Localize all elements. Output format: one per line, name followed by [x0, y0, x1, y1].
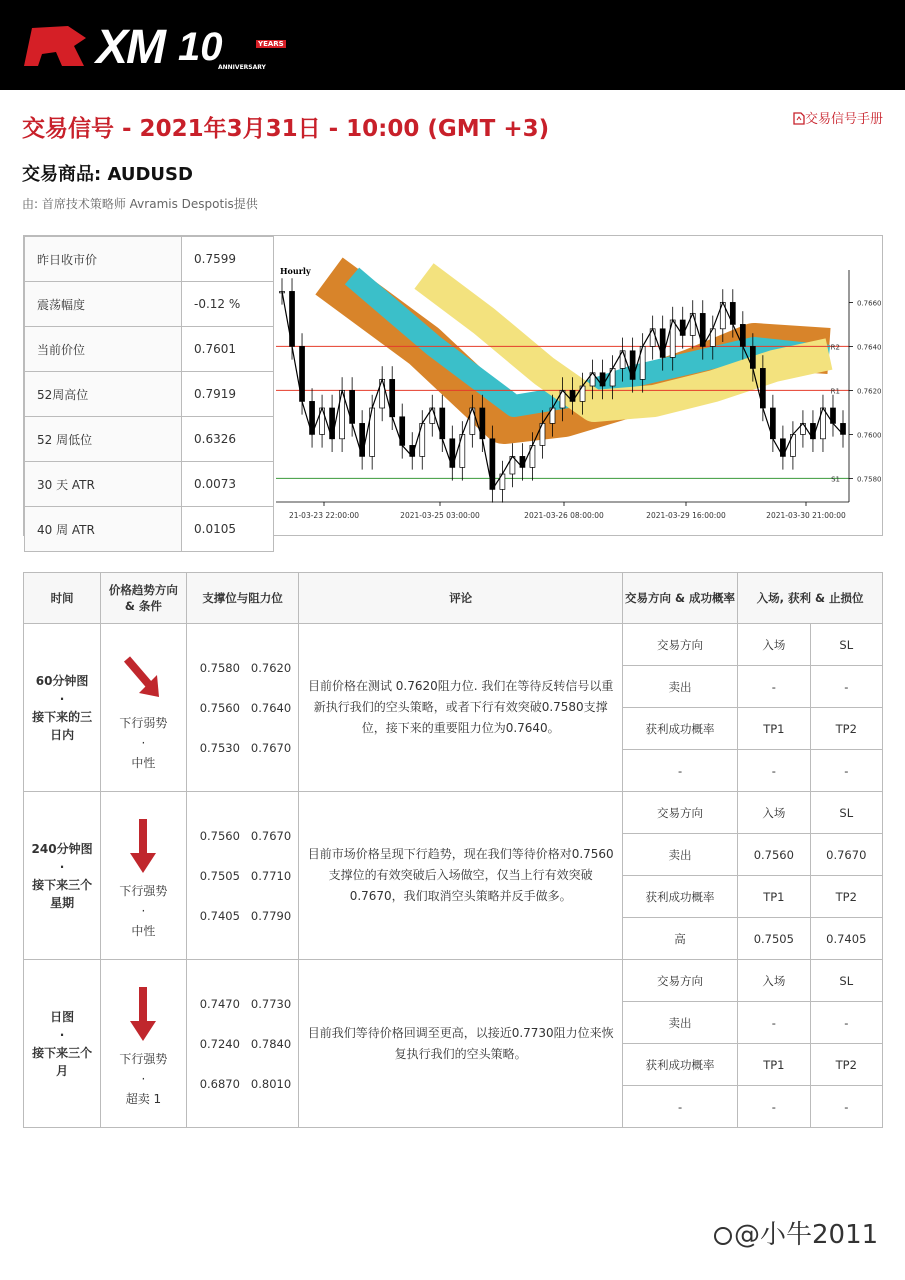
signal-manual-label[interactable]: 交易信号手册 — [804, 112, 883, 127]
trade-detail-cell: - — [738, 750, 810, 792]
trade-detail-cell: - — [810, 1086, 882, 1128]
levels-cell — [186, 624, 299, 792]
stats-row — [25, 417, 274, 462]
stats-panel — [23, 235, 883, 536]
trade-detail-cell: 获利成功概率 — [622, 708, 737, 750]
trade-detail-cell: - — [738, 1002, 810, 1044]
weibo-icon — [712, 1224, 734, 1246]
comment-cell: 目前我们等待价格回调至更高，以接近0.7730阻力位来恢复执行我们的空头策略。 — [299, 960, 623, 1128]
trade-detail-cell: 0.7505 — [738, 918, 810, 960]
y-tick-label: 0.7640 — [857, 343, 882, 352]
level-pair — [188, 816, 298, 856]
stats-table — [24, 236, 274, 552]
stat-label: 当前价位 — [25, 327, 182, 372]
stat-label: 震荡幅度 — [25, 282, 182, 327]
timeframe-line: 星期 — [50, 895, 75, 910]
trade-detail-cell: 卖出 — [622, 666, 737, 708]
stats-row — [25, 327, 274, 372]
trade-detail-cell: 卖出 — [622, 1002, 737, 1044]
stat-label: 40 周 ATR — [25, 507, 182, 552]
column-header: 价格趋势方向 & 条件 — [101, 573, 187, 624]
trade-detail-cell: - — [810, 1002, 882, 1044]
support-level: 0.7530 — [199, 740, 240, 755]
stat-value: 0.6326 — [182, 417, 274, 462]
level-pair — [188, 648, 298, 688]
support-level: 0.7560 — [199, 700, 240, 715]
trade-detail-cell: TP2 — [810, 708, 882, 750]
stat-value: 0.7919 — [182, 372, 274, 417]
trend-cell — [101, 792, 187, 960]
trade-detail-cell: - — [810, 666, 882, 708]
trade-detail-cell: 交易方向 — [622, 792, 737, 834]
provider-credit: 由: 首席技术策略师 Avramis Despotis提供 — [22, 197, 258, 211]
y-tick-label: 0.7660 — [857, 299, 882, 308]
column-header: 时间 — [24, 573, 101, 624]
timeframe-line: 60分钟图 — [35, 673, 89, 688]
trade-detail-cell: SL — [810, 960, 882, 1002]
stat-value: 0.7599 — [182, 237, 274, 282]
stats-row — [25, 282, 274, 327]
column-header: 交易方向 & 成功概率 — [622, 573, 737, 624]
stats-row — [25, 237, 274, 282]
column-header: 评论 — [299, 573, 623, 624]
timeframe-line: 日内 — [50, 727, 75, 742]
timeframe-cell — [24, 792, 101, 960]
y-tick-label: 0.7600 — [857, 431, 882, 440]
trade-detail-cell: 交易方向 — [622, 624, 737, 666]
trend-dot: · — [141, 903, 146, 918]
trade-detail-cell: TP1 — [738, 1044, 810, 1086]
column-header: 入场, 获利 & 止损位 — [738, 573, 883, 624]
bull-logo-icon — [22, 22, 92, 72]
resistance-level: 0.7620 — [250, 660, 292, 675]
y-tick-label: 0.7580 — [857, 475, 882, 484]
trade-detail-cell: 入场 — [738, 792, 810, 834]
resistance-level: 0.7710 — [250, 868, 292, 883]
x-tick-label: 21-03-23 22:00:00 — [288, 511, 360, 520]
trade-detail-cell: TP2 — [810, 876, 882, 918]
signals-table — [23, 572, 883, 1128]
level-pair — [188, 984, 298, 1024]
timeframe-line: 240分钟图 — [31, 841, 93, 856]
trade-detail-cell: 入场 — [738, 624, 810, 666]
x-tick-label: 2021-03-25 03:00:00 — [400, 511, 480, 520]
level-pair — [188, 1024, 298, 1064]
timeframe-line: 日图 — [50, 1009, 75, 1024]
signal-row — [24, 624, 883, 666]
logo-anniversary: ANNIVERSARY — [218, 64, 266, 71]
signal-row — [24, 792, 883, 834]
level-pair — [188, 856, 298, 896]
trend-dot: · — [141, 735, 146, 750]
logo-years-number: 10 — [178, 24, 223, 69]
product-name: 交易商品: AUDUSD — [22, 164, 193, 185]
trade-detail-cell: SL — [810, 792, 882, 834]
resistance-level: 0.8010 — [250, 1076, 292, 1091]
comment-cell: 目前市场价格呈现下行趋势，现在我们等待价格对0.7560支撑位的有效突破后入场做空，仅当上行有效突破0.7670，我们取消空头策略并反手做多。 — [299, 792, 623, 960]
stats-row — [25, 372, 274, 417]
timeframe-line: 接下来的三 — [32, 709, 93, 724]
x-tick-label: 2021-03-29 16:00:00 — [646, 511, 726, 520]
level-label: R1 — [830, 387, 840, 396]
logo-text: XM — [96, 20, 164, 74]
x-tick-label: 2021-03-30 21:00:00 — [766, 511, 846, 520]
levels-cell — [186, 960, 299, 1128]
level-pair — [188, 896, 298, 936]
resistance-level: 0.7790 — [250, 908, 292, 923]
trend-cond: 超卖 1 — [125, 1091, 162, 1106]
chart-title: Hourly — [280, 266, 311, 276]
trend-cond: 中性 — [131, 755, 156, 770]
resistance-level: 0.7730 — [250, 996, 292, 1011]
levels-cell — [186, 792, 299, 960]
resistance-level: 0.7670 — [250, 828, 292, 843]
trade-detail-cell: TP1 — [738, 708, 810, 750]
trend-cond: 中性 — [131, 923, 156, 938]
comment-cell: 目前价格在测试 0.7620阻力位. 我们在等待反转信号以重新执行我们的空头策略，或者下行有效突破0.7580支撑位，接下来的重要阻力位为0.7640。 — [299, 624, 623, 792]
trade-detail-cell: - — [810, 750, 882, 792]
timeframe-line: · — [59, 859, 65, 874]
stat-value: -0.12 % — [182, 282, 274, 327]
trade-detail-cell: 交易方向 — [622, 960, 737, 1002]
watermark-text: @小牛2011 — [734, 1220, 879, 1250]
trade-detail-cell: 获利成功概率 — [622, 876, 737, 918]
support-level: 0.7240 — [199, 1036, 240, 1051]
stat-value: 0.0073 — [182, 462, 274, 507]
trade-detail-cell: - — [738, 1086, 810, 1128]
resistance-level: 0.7840 — [250, 1036, 292, 1051]
down-right-arrow-icon — [121, 653, 165, 703]
support-level: 0.6870 — [199, 1076, 240, 1091]
trade-detail-cell: 0.7560 — [738, 834, 810, 876]
stats-row — [25, 462, 274, 507]
trade-detail-cell: TP2 — [810, 1044, 882, 1086]
trade-detail-cell: - — [622, 750, 737, 792]
trade-detail-cell: 入场 — [738, 960, 810, 1002]
level-pair — [188, 728, 298, 768]
trade-detail-cell: - — [622, 1086, 737, 1128]
column-header: 支撑位与阻力位 — [186, 573, 299, 624]
trend-trend: 下行弱势 — [119, 715, 168, 730]
trend-dot: · — [141, 1071, 146, 1086]
stat-value: 0.7601 — [182, 327, 274, 372]
logo-years: YEARS — [258, 40, 284, 48]
trend-trend: 下行强势 — [119, 1051, 168, 1066]
xm-logo — [22, 20, 284, 74]
trade-detail-cell: 高 — [622, 918, 737, 960]
level-pair — [188, 688, 298, 728]
stat-label: 昨日收市价 — [25, 237, 182, 282]
down-arrow-icon — [128, 985, 158, 1043]
x-tick-label: 2021-03-26 08:00:00 — [524, 511, 604, 520]
stat-value: 0.0105 — [182, 507, 274, 552]
trend-cell — [101, 624, 187, 792]
watermark — [712, 1214, 878, 1251]
pdf-icon — [793, 112, 805, 125]
trade-detail-cell: SL — [810, 624, 882, 666]
resistance-level: 0.7640 — [250, 700, 292, 715]
trend-cell — [101, 960, 187, 1128]
stat-label: 30 天 ATR — [25, 462, 182, 507]
trade-detail-cell: 0.7670 — [810, 834, 882, 876]
timeframe-line: 接下来三个 — [32, 877, 93, 892]
support-level: 0.7470 — [199, 996, 240, 1011]
stat-label: 52周高位 — [25, 372, 182, 417]
timeframe-cell — [24, 624, 101, 792]
stats-row — [25, 507, 274, 552]
support-level: 0.7405 — [199, 908, 240, 923]
trade-detail-cell: TP1 — [738, 876, 810, 918]
level-label: R2 — [830, 343, 840, 352]
y-tick-label: 0.7620 — [857, 387, 882, 396]
support-level: 0.7505 — [199, 868, 240, 883]
trade-detail-cell: 卖出 — [622, 834, 737, 876]
trade-detail-cell: 0.7405 — [810, 918, 882, 960]
signal-manual-link[interactable] — [793, 108, 883, 127]
support-level: 0.7580 — [199, 660, 240, 675]
header-bar — [0, 0, 905, 90]
trend-trend: 下行强势 — [119, 883, 168, 898]
timeframe-line: 月 — [56, 1063, 69, 1078]
timeframe-line: · — [59, 1027, 65, 1042]
support-level: 0.7560 — [199, 828, 240, 843]
level-label: S1 — [831, 475, 840, 484]
level-pair — [188, 1064, 298, 1104]
trade-detail-cell: 获利成功概率 — [622, 1044, 737, 1086]
timeframe-cell — [24, 960, 101, 1128]
timeframe-line: 接下来三个 — [32, 1045, 93, 1060]
resistance-level: 0.7670 — [250, 740, 292, 755]
stat-label: 52 周低位 — [25, 417, 182, 462]
trade-detail-cell: - — [738, 666, 810, 708]
page-title: 交易信号 - 2021年3月31日 - 10:00 (GMT +3) — [22, 116, 550, 142]
hourly-price-chart — [274, 236, 882, 535]
signal-row — [24, 960, 883, 1002]
timeframe-line: · — [59, 691, 65, 706]
down-arrow-icon — [128, 817, 158, 875]
